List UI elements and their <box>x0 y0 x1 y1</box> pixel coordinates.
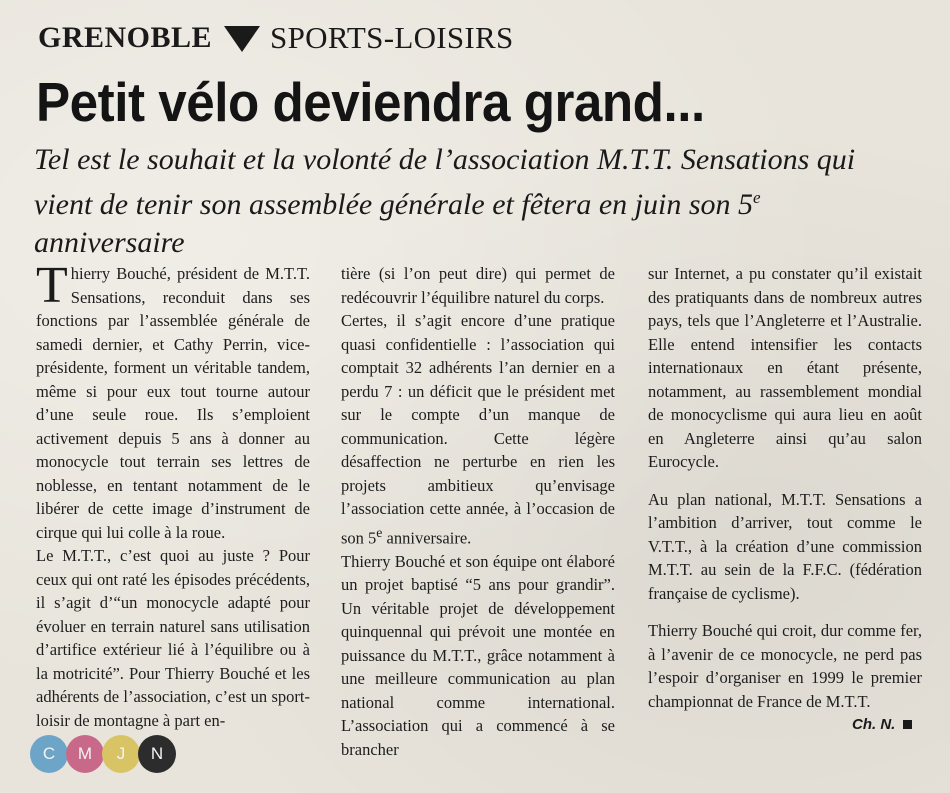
color-registration-marks <box>30 735 174 773</box>
paragraph-2-text-part-2: tière (si l’on peut dire) qui permet de redécouvrir l’équilibre naturel du corps. <box>341 264 615 307</box>
paragraph-3-text-end: anniversaire. <box>382 528 472 547</box>
standfirst-text-end: anniversaire <box>34 226 185 259</box>
paragraph-gap <box>648 474 922 488</box>
paragraph-5: Au plan national, M.T.T. Sensations a l’ambition d’arriver, tout comme le V.T.T., à la création d’une commission M.T.T. au sein de la F.F.C. (fédération française de cyclisme). <box>648 489 922 603</box>
paragraph-1-text: hierry Bouché, président de M.T.T. Sensations, reconduit dans ses fonctions par l’assemblée générale de samedi dernier, et Cathy Perrin, vice-présidente, forment un véritable tandem, même si pour eux tout tourne autour d’une seule roue. Ils s’emploient activement depuis 5 ans à donner au monocycle tout terrain ses lettres de noblesse, en tentant notamment de le libérer de cette image d’instrument de cirque qui lui colle à la roue. <box>36 264 310 542</box>
triangle-down-icon <box>224 26 260 52</box>
yellow-mark: J <box>102 735 140 773</box>
paragraph-3-text: Certes, il s’agit encore d’une pratique quasi confidentielle : l’association qui comptait 32 adhérents l’an dernier en a perdu 7 : un déficit que le président met sur le compte d’un manque de communication. Cette légère désaffection ne perturbe en rien les projets ambitieux qu’envisage l’association cette année, à l’occasion de son 5 <box>341 311 615 547</box>
drop-cap: T <box>36 257 68 314</box>
paragraph-gap <box>648 605 922 619</box>
article-column-2 <box>341 262 615 761</box>
black-mark: N <box>138 735 176 773</box>
article-column-3 <box>648 262 922 713</box>
paragraph-6: Thierry Bouché qui croit, dur comme fer, à l’avenir de ce monocycle, ne perd pas l’espoir d’organiser en 1999 le premier championnat de France de M.T.T. <box>648 621 922 711</box>
standfirst <box>34 141 914 262</box>
paragraph-2-continued <box>341 262 615 309</box>
end-square-icon <box>903 720 912 729</box>
paragraph-4 <box>341 550 615 762</box>
paragraph-4-text-part-2: sur Internet, a pu constater qu’il existait des pratiquants dans de nombreux autres pays, tels que l’Angleterre et l’Australie. Elle entend intensifier les contacts internationaux en étant présente, notamment, au rassemblement mondial de monocyclisme qui aura lieu en août en Angleterre ainsi qu’au salon Eurocycle. <box>648 264 922 471</box>
magenta-mark: M <box>66 735 104 773</box>
paragraph-1 <box>36 257 310 544</box>
author-initials: Ch. N. <box>852 716 896 733</box>
paragraph-4-continued <box>648 262 922 474</box>
paragraph-2-text-part-1: Le M.T.T., c’est quoi au juste ? Pour ceux qui ont raté les épisodes précédents, il s’agit d’“un monocycle adapté pour évoluer en terrain naturel sans utilisation d’artifice extérieur lié à l’équilibre ou à la motricité”. Pour Thierry Bouché et les adhérents de l’association, c’est un sport-loisir de montagne à part en- <box>36 546 310 730</box>
paragraph-3-superscript: e <box>376 524 383 540</box>
standfirst-text: Tel est le souhait et la volonté de l’association M.T.T. Sensations qui vient de tenir son assemblée générale et fêtera en juin son 5 <box>34 143 856 221</box>
article-column-1 <box>36 257 310 732</box>
rubric-name: SPORTS-LOISIRS <box>270 20 514 55</box>
headline: Petit vélo deviendra grand... <box>36 71 705 133</box>
paragraph-2 <box>36 544 310 732</box>
section-name: GRENOBLE <box>38 21 213 54</box>
paragraph-4-text-part-1: Thierry Bouché et son équipe ont élaboré un projet baptisé “5 ans pour grandir”. Un véritable projet de développement quinquennal qui prévoit une montée en puissance du M.T.T., grâce notamment à une meilleure communication au plan national comme international. L’association qui a commencé à se brancher <box>341 551 615 759</box>
cyan-mark: C <box>30 735 68 773</box>
section-header <box>38 20 514 56</box>
standfirst-superscript: e <box>753 188 761 207</box>
author-signature <box>852 716 912 733</box>
paragraph-3 <box>341 309 615 550</box>
